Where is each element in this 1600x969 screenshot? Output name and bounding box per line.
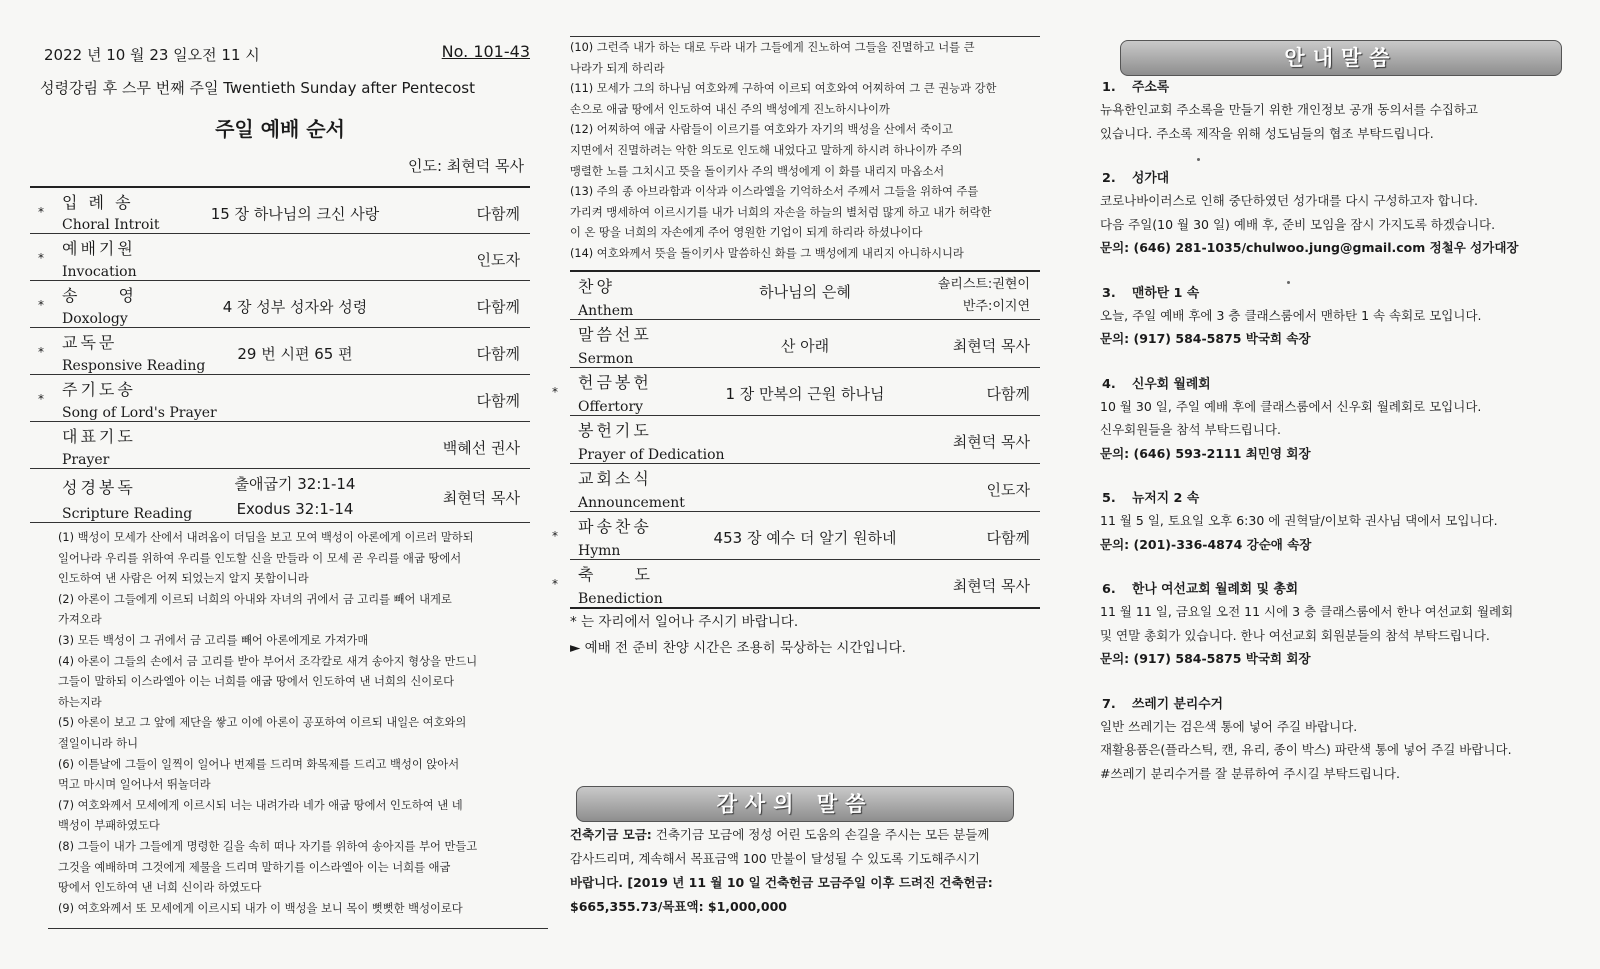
verse-line: 일어나라 우리를 위하여 우리를 인도할 신을 만들라 이 모세 곧 우리를 애굽 땅에서 [58,551,462,565]
verse-line: (10) 그런즉 내가 하는 대로 두라 내가 그들에게 진노하여 그들을 진멸하고 너를 큰 [570,41,975,54]
verse-line: (13) 주의 종 아브라함과 이삭과 이스라엘을 기억하소서 주께서 그들을 위하여 주를 [570,185,979,199]
announcement-contact: 문의: (917) 584-5875 박국희 회장 [1100,651,1311,666]
verse-line: 먹고 마시며 일어나서 뛰놀더라 [58,778,211,792]
order-item-english: Offertory [578,399,644,415]
announcement-number: 6. [1102,582,1116,597]
verse-line: 인도하여 낸 사람은 어찌 되었는지 알지 못함이니라 [58,572,309,586]
announcement-number: 4. [1102,376,1116,392]
order-item-korean: 교독문 [62,333,118,352]
announcement-item [1100,578,1570,671]
announcement-number: 1. [1102,80,1116,95]
order-row [30,188,530,234]
order-item-leader: 최현덕 목사 [952,577,1030,595]
announcement-number: 5. [1102,491,1116,506]
thanks-line: $665,355.73/목표액: $1,000,000 [570,899,787,914]
announcement-title: 성가대 [1132,171,1170,186]
thanks-text [570,823,1040,919]
verse-line: (4) 아론이 그들의 손에서 금 고리를 받아 부어서 조각칼로 새겨 송아지 형상을 만드니 [58,654,478,668]
announcement-line: 10 월 30 일, 주일 예배 후에 클래스룸에서 신우회 월례회로 모입니다. [1100,398,1482,414]
announcement-line: 신우회원들을 참석 부탁드립니다. [1100,422,1281,437]
verse-line: (3) 모든 백성이 그 귀에서 금 고리를 빼어 아론에게로 가져가매 [58,633,369,647]
announcement-line: 11 월 11 일, 금요일 오전 11 시에 3 층 클래스룸에서 한나 여선교회 월례회 [1100,604,1514,619]
bulletin-number: No. 101-43 [441,42,530,61]
order-item-korean: 송 영 [62,286,137,305]
announcement-contact: 문의: (917) 584-5875 박국희 속장 [1100,331,1311,346]
print-speck [1197,158,1200,161]
scripture-ref-korean: 출애굽기 32:1-14 [234,475,356,493]
thanks-line: 감사드리며, 계속해서 목표금액 100 만불이 달성될 수 있도록 기도해주시기 [570,851,980,866]
announcement-line: 일반 쓰레기는 검은색 통에 넣어 주길 바랍니다. [1100,718,1358,734]
verse-line: 지면에서 진멸하려는 악한 의도로 인도해 내었다고 말하게 하시려 하나이까 주의 [570,143,963,157]
order-item-leader: 다함께 [476,345,520,363]
order-item-korean: 헌금봉헌 [578,373,652,392]
thanks-line: 바랍니다. [2019 년 11 월 10 일 건축헌금 모금주일 이후 드려진 건축헌금: [570,875,993,890]
announcement-contact: 문의: (646) 281-1035/chulwoo.jung@gmail.com 정철우 성가대장 [1100,240,1519,255]
announcement-line: 다음 주일(10 월 30 일) 예배 후, 준비 모임을 잠시 가지도록 하겠습니다. [1100,216,1496,232]
stand-marker: * [552,385,558,399]
worship-order-table [30,186,530,523]
order-item-korean: 교회소식 [578,469,652,488]
order-item-english: Song of Lord's Prayer [62,405,217,421]
order-row [570,464,1040,512]
order-row [570,272,1040,320]
announcement-line: 11 월 5 일, 토요일 오후 6:30 에 권혁달/이보학 권사님 댁에서 모입니다. [1100,513,1498,528]
verse-line: 그들이 말하되 이스라엘아 이는 너희를 애굽 땅에서 인도하여 낸 너희의 신이로다 [58,675,455,689]
announcement-title: 주소록 [1132,80,1170,95]
order-row [30,422,530,469]
order-item-korean: 성경봉독 [62,478,136,497]
announcement-line: 및 연말 총회가 있습니다. 한나 여선교회 회원분들의 참석 부탁드립니다. [1100,627,1490,643]
order-item-korean: 예배기원 [62,239,136,258]
announcement-item [1100,167,1570,260]
verse-line: 나라가 되게 하리라 [570,61,665,75]
verse-line: 가져오라 [58,613,102,627]
announcement-title: 한나 여선교회 월례회 및 총회 [1132,582,1299,597]
order-item-detail: 453 장 예수 더 알기 원하네 [713,529,897,547]
announcement-item [1100,282,1570,351]
order-item-leader: 인도자 [986,481,1030,499]
order-row [30,328,530,375]
order-item-english: Prayer of Dedication [578,447,725,463]
order-item-english: Announcement [578,495,685,511]
stand-marker: * [552,577,558,591]
order-item-leader: 인도자 [476,251,520,269]
verse-line: 절일이니라 하니 [58,736,138,750]
quiet-note: ► 예배 전 준비 찬양 시간은 조용히 묵상하는 시간입니다. [570,640,906,656]
announcement-item [1100,487,1570,556]
stand-marker: * [38,345,44,359]
verse-line: (8) 그들이 내가 그들에게 명령한 길을 속히 떠나 자기를 위하여 송아지를 부어 만들고 [58,839,478,853]
verse-line: (12) 어찌하여 애굽 사람들이 이르기를 여호와가 자기의 백성을 산에서 죽이고 [570,123,953,137]
order-item-korean: 파송찬송 [578,517,652,536]
scripture-row [30,469,530,523]
announcement-title: 뉴저지 2 속 [1132,491,1200,506]
verse-line: (6) 이튿날에 그들이 일찍이 일어나 번제를 드리며 화목제를 드리고 백성이 앉아서 [58,757,460,771]
order-item-english: Invocation [62,264,137,280]
order-item-english: Sermon [578,351,634,367]
order-item-korean: 찬양 [578,277,615,296]
announcement-line: 뉴욕한인교회 주소록을 만들기 위한 개인정보 공개 동의서를 수집하고 [1100,102,1478,117]
stand-marker: * [38,392,44,406]
verse-line: 백성이 부패하였도다 [58,819,160,833]
verse-line: (14) 여호와께서 뜻을 돌이키사 말씀하신 화를 그 백성에게 내리지 아니하시니라 [570,246,964,260]
order-row [570,416,1040,464]
announcement-number: 7. [1102,696,1116,712]
order-row [570,320,1040,368]
order-item-detail: 4 장 성부 성자와 성령 [222,298,368,316]
order-item-leader: 백혜선 권사 [442,439,520,457]
order-item-english: Benediction [578,591,663,607]
order-item-korean: 축 도 [578,565,653,584]
verse-line: 땅에서 인도하여 낸 너희 신이라 하였도다 [58,881,262,895]
service-leader: 인도: 최현덕 목사 [407,157,524,175]
order-item-detail: 15 장 하나님의 크신 사랑 [210,205,380,223]
order-row [30,281,530,328]
stand-marker: * [38,205,44,219]
stand-note: * 는 자리에서 일어나 주시기 바랍니다. [570,614,799,630]
verse-line: 하는지라 [58,695,102,709]
order-row [552,560,1040,607]
building-fund-label: 건축기금 모금: [570,827,652,842]
announcement-contact: 문의: (201)-336-4874 강순애 속장 [1100,536,1312,552]
worship-order-table-continued [552,270,1040,609]
announcement-line: #쓰레기 분리수거를 잘 분류하여 주시길 부탁드립니다. [1100,765,1400,781]
order-row [552,512,1040,560]
order-item-leader: 다함께 [986,529,1030,547]
stand-marker: * [38,298,44,312]
announcement-number: 2. [1102,171,1116,186]
verse-line: 손으로 애굽 땅에서 인도하여 내신 주의 백성에게 진노하시나이까 [570,102,890,116]
scripture-text [58,528,558,919]
order-item-accompanist: 반주:이지연 [962,299,1030,314]
order-item-leader: 다함께 [476,205,520,223]
verse-line: 맹렬한 노를 그치시고 뜻을 돌이키사 주의 백성에게 이 화를 내리지 마옵소서 [570,164,945,178]
order-item-english: Anthem [578,303,634,319]
order-item-korean: 봉헌기도 [578,421,652,440]
announcement-contact: 문의: (646) 593-2111 최민영 회장 [1100,445,1311,461]
announcement-line: 코로나바이러스로 인해 중단하였던 성가대를 다시 구성하고자 합니다. [1100,193,1478,208]
liturgical-day: 성령강림 후 스무 번째 주일 Twentieth Sunday after Pentecost [40,79,475,97]
announcement-line: 있습니다. 주소록 제작을 위해 성도님들의 협조 부탁드립니다. [1100,125,1434,141]
verse-line: (2) 아론이 그들에게 이르되 너희의 아내와 자녀의 귀에서 금 고리를 빼어 내게로 [58,592,452,606]
scripture-text-continued [570,36,1040,265]
order-item-detail: 29 번 시편 65 편 [237,345,353,363]
verse-line: 이 온 땅을 너희의 자손에게 주어 영원한 기업이 되게 하리라 하셨나이다 [570,226,923,240]
order-item-english: Hymn [578,543,621,559]
order-item-english: Prayer [62,452,110,468]
page-title: 주일 예배 순서 [215,117,345,141]
announcement-line: 재활용품은(플라스틱, 캔, 유리, 종이 박스) 파란색 통에 넣어 주길 바랍니다. [1100,742,1512,757]
order-item-korean: 대표기도 [62,427,136,446]
service-date: 2022 년 10 월 23 일오전 11 시 [44,46,260,64]
stand-marker: * [38,251,44,265]
verse-line: (5) 아론이 보고 그 앞에 제단을 쌓고 이에 아론이 공포하여 이르되 내일은 여호와의 [58,716,467,730]
order-item-leader: 다함께 [476,392,520,410]
order-item-korean: 말씀선포 [578,325,652,344]
order-row [30,234,530,281]
announcement-line: 오늘, 주일 예배 후에 3 층 클래스룸에서 맨하탄 1 속 속회로 모입니다. [1100,307,1482,323]
order-item-leader: 다함께 [986,385,1030,403]
scripture-reader: 최현덕 목사 [442,489,520,507]
order-item-english: Scripture Reading [62,506,193,522]
order-item-detail: 산 아래 [780,337,830,355]
announcement-item [1100,693,1570,786]
order-item-leader: 솔리스트:권현이 [937,277,1030,292]
order-row [552,368,1040,416]
order-item-korean: 주기도송 [62,380,136,399]
thanks-banner: 감사의 말씀 [576,786,1014,822]
scripture-ref-english: Exodus 32:1-14 [236,500,354,518]
verse-line: (7) 여호와께서 모세에게 이르시되 너는 내려가라 네가 애굽 땅에서 인도하여 낸 네 [58,798,463,812]
announcements-banner: 안내말씀 [1120,40,1562,76]
order-item-english: Responsive Reading [62,358,206,374]
order-item-detail: 1 장 만복의 근원 하나님 [725,385,885,403]
verse-line: (9) 여호와께서 또 모세에게 이르시되 내가 이 백성을 보니 목이 뻣뻣한 백성이로다 [58,901,463,915]
order-item-english: Doxology [62,311,128,327]
verse-line: 가리켜 맹세하여 이르시기를 내가 너희의 자손을 하늘의 별처럼 많게 하고 내가 허락한 [570,205,992,219]
print-speck [1287,281,1290,284]
stand-marker: * [552,529,558,543]
order-item-korean: 입 례 송 [62,193,134,212]
announcement-item [1100,373,1570,466]
announcement-title: 맨하탄 1 속 [1132,285,1200,301]
divider [48,928,548,929]
announcement-number: 3. [1102,285,1116,301]
verse-line: (1) 백성이 모세가 산에서 내려옴이 더딤을 보고 모여 백성이 아론에게 이르러 말하되 [58,531,474,544]
thanks-line: 건축기금 모금에 정성 어린 도움의 손길을 주시는 모든 분들께 [651,827,990,842]
announcement-list [1100,76,1570,807]
order-item-english: Choral Introit [62,217,160,233]
verse-line: (11) 모세가 그의 하나님 여호와께 구하여 이르되 여호와여 어찌하여 그 큰 권능과 강한 [570,82,997,96]
verse-line: 그것을 예배하며 그것에게 제물을 드리며 말하기를 이스라엘아 이는 너희를 애굽 [58,860,451,874]
announcement-title: 쓰레기 분리수거 [1132,696,1223,712]
order-item-leader: 최현덕 목사 [952,433,1030,451]
order-item-leader: 다함께 [476,298,520,316]
order-row [30,375,530,422]
order-item-leader: 최현덕 목사 [952,337,1030,355]
order-item-detail: 하나님의 은혜 [759,283,851,301]
announcement-item [1100,76,1570,145]
announcement-title: 신우회 월례회 [1132,376,1211,392]
